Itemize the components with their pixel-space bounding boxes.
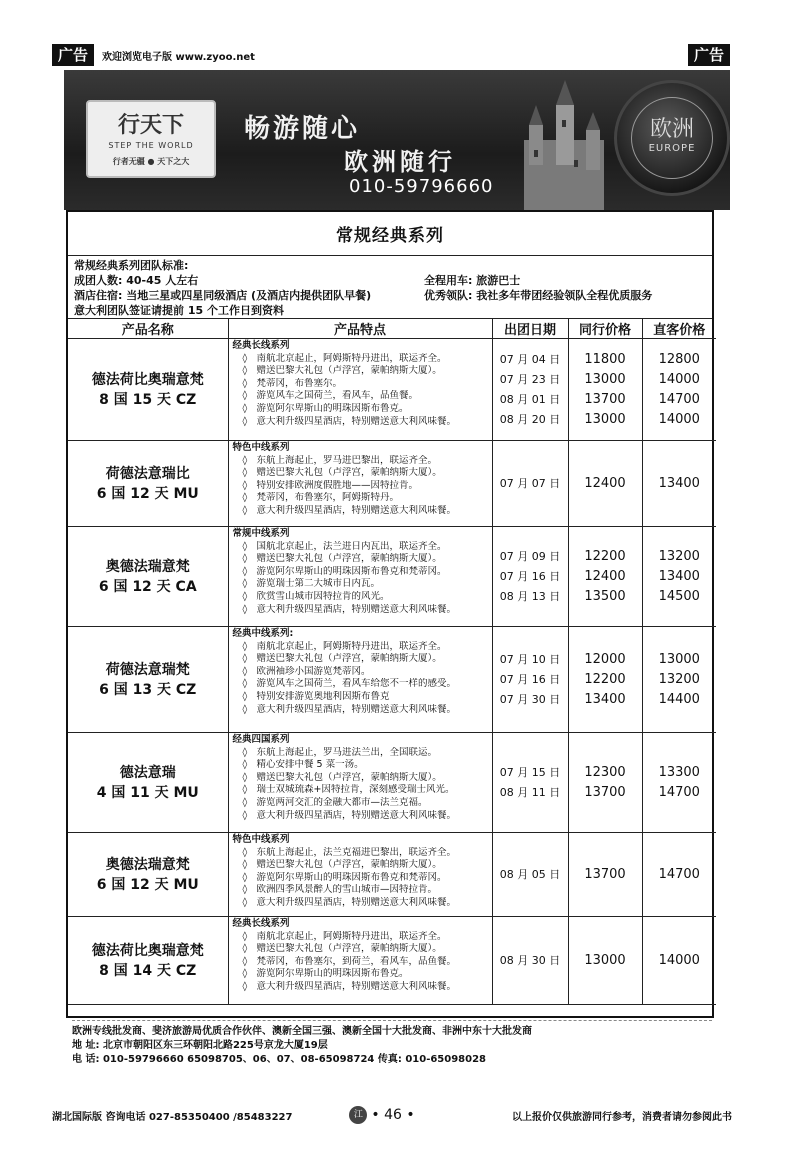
trade-price-cell bbox=[568, 339, 642, 441]
diamond-bullet-icon: ◊ bbox=[242, 467, 248, 479]
departure-date-cell bbox=[492, 733, 568, 833]
feature-item bbox=[233, 467, 490, 480]
company-logo bbox=[86, 100, 216, 178]
header-product-name: 产品名称 bbox=[68, 319, 228, 339]
feature-text: 游览阿尔卑斯山的明珠因斯布鲁克。 bbox=[256, 968, 409, 980]
trade-price: 13500 bbox=[584, 588, 626, 604]
product-title: 荷德法意瑞梵 bbox=[105, 661, 190, 678]
diamond-bullet-icon: ◊ bbox=[242, 479, 248, 491]
feature-text: 特别安排游览奥地利因斯布鲁克 bbox=[256, 690, 390, 702]
ad-tag-right: 广告 bbox=[688, 44, 730, 66]
feature-item bbox=[233, 772, 490, 785]
feature-item bbox=[233, 653, 490, 666]
departure-date: 07 月 07 日 bbox=[499, 476, 561, 490]
product-code: 6 国 13 天 CZ bbox=[99, 681, 197, 698]
features-cell bbox=[228, 527, 492, 627]
feature-item bbox=[233, 553, 490, 566]
direct-price-cell bbox=[642, 627, 716, 733]
seal-cn: 欧洲 bbox=[649, 117, 694, 142]
trade-price-cell bbox=[568, 833, 642, 917]
feature-item bbox=[233, 666, 490, 679]
feature-item bbox=[233, 704, 490, 717]
feature-text: 游览阿尔卑斯山的明珠因斯布鲁克和梵蒂冈。 bbox=[256, 565, 447, 577]
departure-date-cell bbox=[492, 339, 568, 441]
features-cell bbox=[228, 339, 492, 441]
feature-item bbox=[233, 541, 490, 554]
diamond-bullet-icon: ◊ bbox=[242, 980, 248, 992]
product-panel bbox=[66, 210, 714, 1018]
ad-tag-left: 广告 bbox=[52, 44, 94, 66]
feature-text: 东航上海起止，法兰克福进巴黎出，联运齐全。 bbox=[256, 846, 457, 858]
trade-price: 13700 bbox=[584, 391, 626, 407]
diamond-bullet-icon: ◊ bbox=[242, 796, 248, 808]
product-name-cell bbox=[68, 441, 228, 527]
direct-price-cell bbox=[642, 339, 716, 441]
direct-price: 13200 bbox=[658, 548, 700, 564]
diamond-bullet-icon: ◊ bbox=[242, 390, 248, 402]
product-name-cell bbox=[68, 833, 228, 917]
departure-date: 08 月 11 日 bbox=[499, 785, 561, 799]
slogan-line-2: 欧洲随行 bbox=[344, 147, 456, 176]
series-label: 特色中线系列 bbox=[232, 442, 290, 453]
feature-text: 意大利升级四星酒店，特别赠送意大利风味餐。 bbox=[256, 603, 457, 615]
departure-date-cell bbox=[492, 833, 568, 917]
diamond-bullet-icon: ◊ bbox=[242, 955, 248, 967]
feature-text: 意大利升级四星酒店，特别赠送意大利风味餐。 bbox=[256, 504, 457, 516]
disclaimer: 以上报价仅供旅游同行参考，消费者请勿参阅此书 bbox=[512, 1111, 732, 1123]
feature-item bbox=[233, 566, 490, 579]
feature-text: 赠送巴黎大礼包（卢浮宫，蒙帕纳斯大厦）。 bbox=[256, 553, 442, 565]
trade-price: 13700 bbox=[584, 866, 626, 882]
feature-item bbox=[233, 797, 490, 810]
header-features: 产品特点 bbox=[228, 319, 492, 339]
departure-date-cell bbox=[492, 527, 568, 627]
diamond-bullet-icon: ◊ bbox=[242, 943, 248, 955]
seal-en: EUROPE bbox=[648, 143, 696, 154]
trade-price: 13700 bbox=[584, 784, 626, 800]
product-code: 6 国 12 天 CA bbox=[98, 578, 197, 595]
visa-note: 意大利团队签证请提前 15 个工作日到资料 bbox=[74, 304, 284, 317]
table-row bbox=[68, 339, 716, 441]
diamond-bullet-icon: ◊ bbox=[242, 678, 248, 690]
diamond-bullet-icon: ◊ bbox=[242, 415, 248, 427]
diamond-bullet-icon: ◊ bbox=[242, 578, 248, 590]
direct-price: 13400 bbox=[658, 475, 700, 491]
feature-text: 游览瑞士第二大城市日内瓦。 bbox=[256, 578, 381, 590]
departure-date: 08 月 05 日 bbox=[499, 867, 561, 881]
feature-text: 游览风车之国荷兰，看风车给您不一样的感受。 bbox=[256, 678, 457, 690]
diamond-bullet-icon: ◊ bbox=[242, 896, 248, 908]
feature-text: 意大利升级四星酒店，特别赠送意大利风味餐。 bbox=[256, 980, 457, 992]
feature-item bbox=[233, 872, 490, 885]
direct-price: 14700 bbox=[658, 784, 700, 800]
company-address: 地 址: 北京市朝阳区东三环朝阳北路225号京龙大厦19层 bbox=[72, 1040, 328, 1051]
feature-text: 梵蒂冈，布鲁塞尔，到荷兰，看风车，品鱼餐。 bbox=[256, 955, 457, 967]
feature-text: 梵蒂冈，布鲁塞尔，阿姆斯特丹。 bbox=[256, 492, 400, 504]
logo-slogan: 行者无疆 ● 天下之大 bbox=[112, 157, 190, 166]
table-row bbox=[68, 833, 716, 917]
company-info bbox=[72, 1020, 712, 1067]
product-name-cell bbox=[68, 527, 228, 627]
series-label: 常规中线系列 bbox=[232, 528, 290, 539]
diamond-bullet-icon: ◊ bbox=[242, 504, 248, 516]
castle-illustration bbox=[504, 80, 624, 210]
vehicle: 全程用车: 旅游巴士 bbox=[424, 274, 521, 287]
trade-price: 12200 bbox=[584, 548, 626, 564]
diamond-bullet-icon: ◊ bbox=[242, 640, 248, 652]
feature-item bbox=[233, 365, 490, 378]
diamond-bullet-icon: ◊ bbox=[242, 653, 248, 665]
trade-price: 12000 bbox=[584, 651, 626, 667]
features-cell bbox=[228, 627, 492, 733]
diamond-bullet-icon: ◊ bbox=[242, 746, 248, 758]
feature-text: 赠送巴黎大礼包（卢浮宫，蒙帕纳斯大厦）。 bbox=[256, 467, 442, 479]
feature-item bbox=[233, 390, 490, 403]
diamond-bullet-icon: ◊ bbox=[242, 784, 248, 796]
feature-text: 特别安排欧洲度假胜地——因特拉肯。 bbox=[256, 479, 419, 491]
product-code: 4 国 11 天 MU bbox=[96, 784, 199, 801]
direct-price: 13000 bbox=[658, 651, 700, 667]
europe-seal bbox=[614, 80, 730, 196]
product-title: 奥德法瑞意梵 bbox=[105, 856, 190, 873]
direct-price: 14000 bbox=[658, 411, 700, 427]
feature-text: 精心安排中餐 5 菜一汤。 bbox=[256, 759, 364, 771]
product-name-cell bbox=[68, 917, 228, 1005]
standards-heading: 常规经典系列团队标准: bbox=[74, 259, 189, 272]
product-code: 8 国 14 天 CZ bbox=[99, 962, 197, 979]
site-url-text[interactable]: 欢迎浏览电子版 www.zyoo.net bbox=[102, 51, 255, 63]
departure-date: 07 月 16 日 bbox=[499, 672, 561, 686]
feature-item bbox=[233, 784, 490, 797]
feature-item bbox=[233, 378, 490, 391]
feature-item bbox=[233, 403, 490, 416]
feature-item bbox=[233, 884, 490, 897]
feature-item bbox=[233, 943, 490, 956]
product-title: 德法荷比奥瑞意梵 bbox=[91, 371, 204, 388]
feature-item bbox=[233, 416, 490, 429]
page-number-block bbox=[322, 1106, 442, 1124]
product-code: 6 国 12 天 MU bbox=[96, 876, 199, 893]
direct-price-cell bbox=[642, 527, 716, 627]
direct-price: 14400 bbox=[658, 691, 700, 707]
diamond-bullet-icon: ◊ bbox=[242, 703, 248, 715]
product-name-cell bbox=[68, 339, 228, 441]
features-cell bbox=[228, 917, 492, 1005]
direct-price: 13300 bbox=[658, 764, 700, 780]
product-code: 6 国 12 天 MU bbox=[96, 485, 199, 502]
trade-price: 11800 bbox=[584, 351, 626, 367]
diamond-bullet-icon: ◊ bbox=[242, 690, 248, 702]
diamond-bullet-icon: ◊ bbox=[242, 846, 248, 858]
edition-logo-icon: 江 bbox=[349, 1106, 367, 1124]
feature-item bbox=[233, 691, 490, 704]
table-row bbox=[68, 627, 716, 733]
top-bar bbox=[52, 44, 730, 66]
feature-text: 意大利升级四星酒店，特别赠送意大利风味餐。 bbox=[256, 896, 457, 908]
trade-price: 13000 bbox=[584, 411, 626, 427]
diamond-bullet-icon: ◊ bbox=[242, 590, 248, 602]
direct-price-cell bbox=[642, 833, 716, 917]
departure-date-cell bbox=[492, 627, 568, 733]
tour-leader: 优秀领队: 我社多年带团经验领队全程优质服务 bbox=[424, 289, 653, 302]
feature-text: 瑞士双城琉森+因特拉肯，深刻感受瑞士风光。 bbox=[256, 784, 455, 796]
feature-text: 欧洲四季风景醉人的雪山城市—因特拉肯。 bbox=[256, 884, 438, 896]
section-title-row bbox=[68, 212, 712, 256]
departure-date: 07 月 09 日 bbox=[499, 549, 561, 563]
feature-item bbox=[233, 455, 490, 468]
diamond-bullet-icon: ◊ bbox=[242, 859, 248, 871]
banner-phone: 010-59796660 bbox=[349, 176, 494, 197]
direct-price: 14000 bbox=[658, 371, 700, 387]
direct-price: 14700 bbox=[658, 391, 700, 407]
departure-date: 08 月 20 日 bbox=[499, 412, 561, 426]
trade-price: 12300 bbox=[584, 764, 626, 780]
features-cell bbox=[228, 833, 492, 917]
header-trade-price: 同行价格 bbox=[568, 319, 642, 339]
feature-text: 东航上海起止，罗马进法兰出，全国联运。 bbox=[256, 746, 438, 758]
diamond-bullet-icon: ◊ bbox=[242, 565, 248, 577]
feature-item bbox=[233, 641, 490, 654]
feature-item bbox=[233, 759, 490, 772]
departure-date: 07 月 04 日 bbox=[499, 352, 561, 366]
diamond-bullet-icon: ◊ bbox=[242, 884, 248, 896]
edition-contact: 湖北国际版 咨询电话 027-85350400 /85483227 bbox=[52, 1111, 293, 1123]
feature-text: 南航北京起止，阿姆斯特丹进出，联运齐全。 bbox=[256, 640, 447, 652]
series-label: 经典四国系列 bbox=[232, 734, 290, 745]
feature-text: 游览阿尔卑斯山的明珠因斯布鲁克和梵蒂冈。 bbox=[256, 871, 447, 883]
trade-price: 12400 bbox=[584, 475, 626, 491]
departure-date: 07 月 16 日 bbox=[499, 569, 561, 583]
company-credentials: 欧洲专线批发商、斐济旅游局优质合作伙伴、澳新全国三强、澳新全国十大批发商、非洲中东十大批发商 bbox=[72, 1020, 712, 1039]
product-name-cell bbox=[68, 627, 228, 733]
departure-date: 07 月 23 日 bbox=[499, 372, 561, 386]
diamond-bullet-icon: ◊ bbox=[242, 759, 248, 771]
header-direct-price: 直客价格 bbox=[642, 319, 716, 339]
feature-text: 意大利升级四星酒店，特别赠送意大利风味餐。 bbox=[256, 809, 457, 821]
trade-price-cell bbox=[568, 627, 642, 733]
direct-price-cell bbox=[642, 441, 716, 527]
feature-item bbox=[233, 968, 490, 981]
diamond-bullet-icon: ◊ bbox=[242, 603, 248, 615]
feature-item bbox=[233, 480, 490, 493]
feature-text: 赠送巴黎大礼包（卢浮宫，蒙帕纳斯大厦）。 bbox=[256, 653, 442, 665]
page-number: • 46 • bbox=[371, 1107, 415, 1123]
product-title: 德法荷比奥瑞意梵 bbox=[91, 942, 204, 959]
trade-price: 13000 bbox=[584, 371, 626, 387]
banner bbox=[64, 70, 730, 210]
series-label: 经典长线系列 bbox=[232, 340, 290, 351]
trade-price-cell bbox=[568, 733, 642, 833]
diamond-bullet-icon: ◊ bbox=[242, 540, 248, 552]
product-code: 8 国 15 天 CZ bbox=[99, 391, 197, 408]
trade-price-cell bbox=[568, 527, 642, 627]
feature-text: 赠送巴黎大礼包（卢浮宫，蒙帕纳斯大厦）。 bbox=[256, 943, 442, 955]
feature-text: 意大利升级四星酒店，特别赠送意大利风味餐。 bbox=[256, 415, 457, 427]
diamond-bullet-icon: ◊ bbox=[242, 377, 248, 389]
feature-item bbox=[233, 859, 490, 872]
feature-text: 欣赏雪山城市因特拉肯的风光。 bbox=[256, 590, 390, 602]
direct-price: 14000 bbox=[658, 952, 700, 968]
diamond-bullet-icon: ◊ bbox=[242, 665, 248, 677]
feature-text: 南航北京起止，阿姆斯特丹进出，联运齐全。 bbox=[256, 930, 447, 942]
logo-en: STEP THE WORLD bbox=[108, 141, 194, 150]
table-body bbox=[68, 339, 716, 1005]
product-title: 荷德法意瑞比 bbox=[105, 465, 190, 482]
departure-date: 07 月 30 日 bbox=[499, 692, 561, 706]
trade-price: 12400 bbox=[584, 568, 626, 584]
departure-date: 07 月 10 日 bbox=[499, 652, 561, 666]
logo-cn: 行天下 bbox=[117, 112, 184, 138]
feature-text: 意大利升级四星酒店，特别赠送意大利风味餐。 bbox=[256, 703, 457, 715]
features-cell bbox=[228, 733, 492, 833]
feature-item bbox=[233, 505, 490, 518]
feature-item bbox=[233, 847, 490, 860]
feature-text: 国航北京起止，法兰进日内瓦出，联运齐全。 bbox=[256, 540, 447, 552]
feature-item bbox=[233, 591, 490, 604]
product-name-cell bbox=[68, 733, 228, 833]
diamond-bullet-icon: ◊ bbox=[242, 871, 248, 883]
diamond-bullet-icon: ◊ bbox=[242, 402, 248, 414]
trade-price-cell bbox=[568, 441, 642, 527]
feature-item bbox=[233, 604, 490, 617]
series-label: 特色中线系列 bbox=[232, 834, 290, 845]
series-label: 经典长线系列 bbox=[232, 918, 290, 929]
direct-price: 12800 bbox=[658, 351, 700, 367]
company-phone: 电 话: 010-59796660 65098705、06、07、08-65098724 传真: 010-65098028 bbox=[72, 1054, 487, 1065]
feature-text: 游览阿尔卑斯山的明珠因斯布鲁克。 bbox=[256, 402, 409, 414]
direct-price: 14500 bbox=[658, 588, 700, 604]
feature-item bbox=[233, 678, 490, 691]
feature-text: 东航上海起止，罗马进巴黎出，联运齐全。 bbox=[256, 454, 438, 466]
table-row bbox=[68, 441, 716, 527]
group-size: 成团人数: 40-45 人左右 bbox=[74, 274, 199, 287]
product-title: 德法意瑞 bbox=[119, 764, 176, 781]
feature-text: 南航北京起止，阿姆斯特丹进出，联运齐全。 bbox=[256, 352, 447, 364]
slogan-line-1: 畅游随心 bbox=[244, 114, 361, 144]
feature-item bbox=[233, 578, 490, 591]
departure-date: 08 月 01 日 bbox=[499, 392, 561, 406]
diamond-bullet-icon: ◊ bbox=[242, 492, 248, 504]
diamond-bullet-icon: ◊ bbox=[242, 553, 248, 565]
bottom-bar bbox=[52, 1105, 732, 1125]
diamond-bullet-icon: ◊ bbox=[242, 352, 248, 364]
features-cell bbox=[228, 441, 492, 527]
series-label: 经典中线系列: bbox=[232, 628, 294, 639]
table-row bbox=[68, 733, 716, 833]
trade-price: 12200 bbox=[584, 671, 626, 687]
feature-text: 游览风车之国荷兰，看风车，品鱼餐。 bbox=[256, 390, 419, 402]
feature-text: 欧洲袖珍小国游览梵蒂冈。 bbox=[256, 665, 371, 677]
group-standards bbox=[68, 256, 712, 319]
trade-price-cell bbox=[568, 917, 642, 1005]
feature-text: 梵蒂冈，布鲁塞尔。 bbox=[256, 377, 343, 389]
feature-text: 游览两河交汇的金融大都市—法兰克福。 bbox=[256, 796, 428, 808]
section-title: 常规经典系列 bbox=[336, 226, 444, 246]
product-table bbox=[68, 319, 716, 1005]
table-row bbox=[68, 917, 716, 1005]
direct-price: 13200 bbox=[658, 671, 700, 687]
departure-date: 08 月 13 日 bbox=[499, 589, 561, 603]
diamond-bullet-icon: ◊ bbox=[242, 930, 248, 942]
departure-date: 07 月 15 日 bbox=[499, 765, 561, 779]
feature-item bbox=[233, 981, 490, 994]
direct-price-cell bbox=[642, 733, 716, 833]
feature-text: 赠送巴黎大礼包（卢浮宫，蒙帕纳斯大厦）。 bbox=[256, 771, 442, 783]
table-header-row bbox=[68, 319, 716, 339]
feature-item bbox=[233, 747, 490, 760]
feature-item bbox=[233, 353, 490, 366]
feature-item bbox=[233, 810, 490, 823]
trade-price: 13400 bbox=[584, 691, 626, 707]
diamond-bullet-icon: ◊ bbox=[242, 809, 248, 821]
product-title: 奥德法瑞意梵 bbox=[105, 558, 190, 575]
departure-date-cell bbox=[492, 441, 568, 527]
diamond-bullet-icon: ◊ bbox=[242, 968, 248, 980]
direct-price-cell bbox=[642, 917, 716, 1005]
feature-text: 赠送巴黎大礼包（卢浮宫，蒙帕纳斯大厦）。 bbox=[256, 859, 442, 871]
direct-price: 14700 bbox=[658, 866, 700, 882]
feature-item bbox=[233, 956, 490, 969]
hotel: 酒店住宿: 当地三星或四星同级酒店 (及酒店内提供团队早餐) bbox=[74, 289, 372, 302]
diamond-bullet-icon: ◊ bbox=[242, 454, 248, 466]
feature-item bbox=[233, 492, 490, 505]
trade-price: 13000 bbox=[584, 952, 626, 968]
feature-text: 赠送巴黎大礼包（卢浮宫，蒙帕纳斯大厦）。 bbox=[256, 365, 442, 377]
table-row bbox=[68, 527, 716, 627]
feature-item bbox=[233, 931, 490, 944]
departure-date-cell bbox=[492, 917, 568, 1005]
header-date: 出团日期 bbox=[492, 319, 568, 339]
direct-price: 13400 bbox=[658, 568, 700, 584]
diamond-bullet-icon: ◊ bbox=[242, 771, 248, 783]
departure-date: 08 月 30 日 bbox=[499, 953, 561, 967]
diamond-bullet-icon: ◊ bbox=[242, 365, 248, 377]
feature-item bbox=[233, 897, 490, 910]
